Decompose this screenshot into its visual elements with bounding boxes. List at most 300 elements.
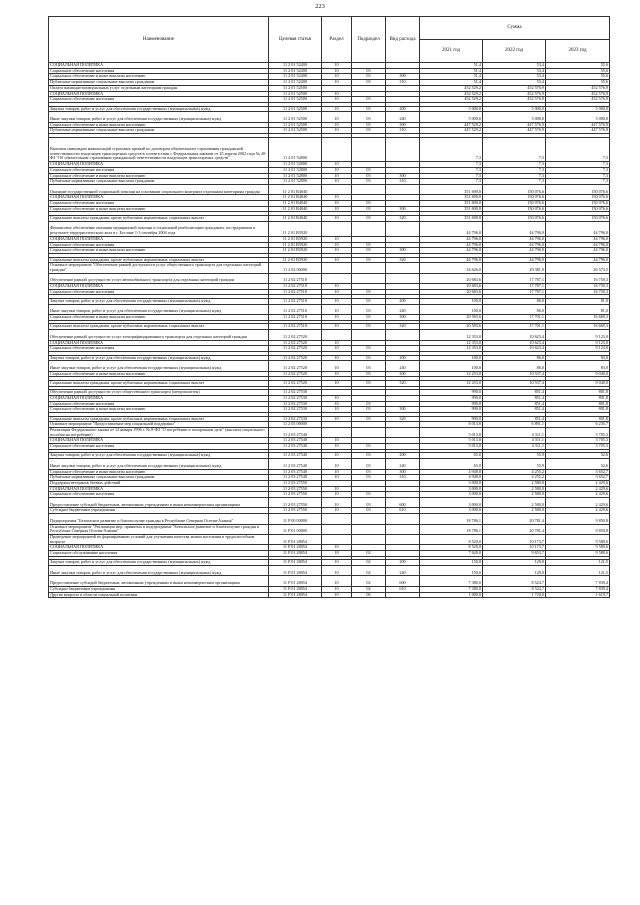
row-target-article: 11 2 03 27540 [269, 444, 322, 450]
row-target-article: 11 2 03 27540 [269, 459, 322, 469]
row-subsection [352, 514, 386, 524]
row-name: Социальное обеспечение населения [49, 68, 269, 74]
row-sum-2023: 9 123,0 [546, 330, 610, 340]
row-section: 10 [322, 475, 352, 481]
row-name: Выплаты инвалидам компенсаций страховых премий по договорам обязательного страхования гражданской ответственности владельцев транспортных средств в соответствии с Федеральным законом от 25 апреля 2002 года № 40-ФЗ "Об обязательном страховании гражданской ответственности владельцев транспортных средств" [49, 137, 269, 162]
row-target-article: 11 2 02 27510 [269, 324, 322, 330]
row-sum-2023: 801,8 [546, 401, 610, 407]
row-target-article: 11 P 01 28054 [269, 592, 322, 598]
row-section: 10 [322, 80, 352, 86]
row-section: 10 [322, 416, 352, 422]
row-sum-2021: 51,4 [420, 63, 483, 69]
row-sum-2022: 6 891,1 [483, 422, 546, 428]
row-target-article: 11 P 01 28054 [269, 576, 322, 586]
row-expense-type [386, 534, 420, 544]
row-target-article: 11 P 01 28054 [269, 566, 322, 576]
row-sum-2023: 9 850,8 [546, 514, 610, 524]
table-row [49, 221, 610, 236]
row-expense-type: 300 [386, 173, 420, 179]
row-target-article: 11 2 03 27550 [269, 508, 322, 514]
row-sum-2021: 5 013,0 [420, 428, 483, 438]
row-expense-type: 310 [386, 179, 420, 185]
row-sum-2021: 51,4 [420, 68, 483, 74]
row-expense-type: 240 [386, 112, 420, 122]
row-target-article: 11 2 02 27510 [269, 299, 322, 305]
row-sum-2023: 44 796,0 [546, 257, 610, 263]
row-sum-2021: 44 796,0 [420, 248, 483, 254]
row-target-article: 11 2 02 27520 [269, 330, 322, 340]
row-expense-type: 300 [386, 407, 420, 413]
row-section: 10 [322, 112, 352, 122]
row-sum-2023: 83,0 [546, 361, 610, 371]
row-sum-2021: 65,0 [420, 453, 483, 459]
row-name: Закупка товаров, работ и услуг для обеспечения государственных (муниципальных) нужд [49, 106, 269, 112]
row-section: 10 [322, 284, 352, 290]
row-target-article: 11 2 01 R4040 [269, 206, 322, 212]
row-sum-2022: 17 787,1 [483, 289, 546, 295]
row-sum-2022: 4 255,2 [483, 469, 546, 475]
row-name: Социальное обеспечение населения [49, 492, 269, 498]
row-sum-2023: 150 076,6 [546, 201, 610, 207]
row-target-article: 11 2 03 27540 [269, 475, 322, 481]
row-sum-2021: 990,0 [420, 407, 483, 413]
row-target-article: 11 2 02 27530 [269, 390, 322, 396]
row-target-article: 11 2 03 27550 [269, 486, 322, 492]
row-sum-2022: 150 076,6 [483, 195, 546, 201]
row-name: Иные закупки товаров, работ и услуг для обеспечения государственных (муниципальных) нужд [49, 361, 269, 371]
row-sum-2021: 12 253,0 [420, 371, 483, 377]
row-subsection: 03 [352, 453, 386, 459]
row-sum-2021: 44 796,0 [420, 221, 483, 236]
table-row [49, 524, 610, 534]
row-sum-2023: 9 580,6 [546, 551, 610, 557]
row-expense-type: 240 [386, 566, 420, 576]
row-target-article: 11 2 01 R5920 [269, 221, 322, 236]
row-section: 10 [322, 248, 352, 254]
row-section [322, 263, 352, 273]
header-expense-type: Вид расхода [386, 17, 420, 63]
row-subsection [352, 184, 386, 194]
row-subsection: 03 [352, 380, 386, 386]
row-target-article: 11 2 01 R5920 [269, 257, 322, 263]
row-name: Социальное обеспечение и иные выплаты населению [49, 74, 269, 80]
row-sum-2022: 4 255,2 [483, 475, 546, 481]
row-sum-2021: 18 786,1 [420, 524, 483, 534]
row-sum-2021: 20 683,6 [420, 284, 483, 290]
row-sum-2021: 8 520,0 [420, 545, 483, 551]
row-expense-type [386, 184, 420, 194]
row-sum-2023: 7,3 [546, 179, 610, 185]
row-sum-2023: 3 652,7 [546, 469, 610, 475]
row-section [322, 330, 352, 340]
table-row [49, 514, 610, 524]
row-section: 10 [322, 395, 352, 401]
row-sum-2022: 150 076,6 [483, 206, 546, 212]
row-sum-2022: 53,4 [483, 74, 546, 80]
row-sum-2022: 10 623,4 [483, 330, 546, 340]
row-subsection: 03 [352, 469, 386, 475]
row-name: Субсидии бюджетным учреждениям [49, 586, 269, 592]
row-sum-2021: 7,3 [420, 137, 483, 162]
row-expense-type: 320 [386, 324, 420, 330]
row-sum-2022: 86,0 [483, 304, 546, 314]
row-sum-2022: 7,3 [483, 137, 546, 162]
row-sum-2022: 9 653,7 [483, 551, 546, 557]
row-section: 10 [322, 401, 352, 407]
row-expense-type: 240 [386, 304, 420, 314]
row-name: Обеспечение равной доступности услуг автомобильного транспорта для отдельных категорий граждан [49, 273, 269, 283]
table-row [49, 498, 610, 508]
row-subsection [352, 534, 386, 544]
row-section: 10 [322, 592, 352, 598]
row-sum-2023: 9 123,0 [546, 340, 610, 346]
row-subsection: 03 [352, 355, 386, 361]
row-sum-2022: 4 311,1 [483, 428, 546, 438]
row-name: Социальное обеспечение и иные выплаты населению [49, 122, 269, 128]
row-subsection: 03 [352, 315, 386, 321]
row-sum-2021: 5 000,0 [420, 106, 483, 112]
row-sum-2022: 55,9 [483, 453, 546, 459]
row-name: СОЦИАЛЬНАЯ ПОЛИТИКА [49, 236, 269, 242]
row-sum-2021: 5 000,0 [420, 112, 483, 122]
row-sum-2023: 2 429,6 [546, 486, 610, 492]
row-sum-2021: 452 529,2 [420, 85, 483, 91]
row-section: 10 [322, 498, 352, 508]
row-subsection: 03 [352, 289, 386, 295]
table-row [49, 534, 610, 544]
row-name: СОЦИАЛЬНАЯ ПОЛИТИКА [49, 395, 269, 401]
row-sum-2021: 3 000,0 [420, 486, 483, 492]
row-sum-2021: 51,4 [420, 74, 483, 80]
row-subsection: 03 [352, 112, 386, 122]
row-sum-2021: 990,0 [420, 390, 483, 396]
row-expense-type: 320 [386, 257, 420, 263]
row-section: 10 [322, 508, 352, 514]
row-subsection: 03 [352, 346, 386, 352]
row-sum-2021: 20 583,6 [420, 315, 483, 321]
row-section [322, 221, 352, 236]
row-sum-2022: 7,3 [483, 167, 546, 173]
row-target-article: 11 2 02 27510 [269, 273, 322, 283]
row-name: Социальное обеспечение населения [49, 201, 269, 207]
row-sum-2023: 9 580,6 [546, 534, 610, 544]
row-sum-2022: 7,3 [483, 162, 546, 168]
row-sum-2021: 20 683,6 [420, 289, 483, 295]
row-sum-2021: 990,0 [420, 401, 483, 407]
row-sum-2021: 8 520,0 [420, 534, 483, 544]
row-subsection [352, 273, 386, 283]
row-section: 10 [322, 545, 352, 551]
row-subsection: 03 [352, 97, 386, 103]
row-target-article: 11 P 01 28054 [269, 545, 322, 551]
row-sum-2021: 3 000,0 [420, 492, 483, 498]
row-expense-type: 320 [386, 416, 420, 422]
row-sum-2021: 100,0 [420, 304, 483, 314]
row-sum-2022: 851,4 [483, 407, 546, 413]
row-section: 10 [322, 453, 352, 459]
row-section [322, 524, 352, 534]
row-expense-type: 200 [386, 106, 420, 112]
row-sum-2023: 16 750,3 [546, 284, 610, 290]
row-expense-type [386, 263, 420, 273]
row-sum-2023: 83,0 [546, 355, 610, 361]
row-sum-2021: 4 948,0 [420, 469, 483, 475]
header-subsection: Подраздел [352, 17, 386, 63]
row-name: Закупка товаров, работ и услуг для обеспечения государственных (муниципальных) нужд [49, 355, 269, 361]
row-section: 10 [322, 438, 352, 444]
row-target-article: 11 2 01 52500 [269, 85, 322, 91]
table-row [49, 304, 610, 314]
row-expense-type: 300 [386, 74, 420, 80]
row-subsection: 03 [352, 371, 386, 377]
row-section: 10 [322, 560, 352, 566]
row-section: 10 [322, 173, 352, 179]
row-section: 10 [322, 586, 352, 592]
table-row [49, 137, 610, 162]
row-target-article: 11 2 03 27550 [269, 492, 322, 498]
row-name: СОЦИАЛЬНАЯ ПОЛИТИКА [49, 195, 269, 201]
row-sum-2023: 7,3 [546, 173, 610, 179]
row-name: Социальное обеспечение и иные выплаты населению [49, 248, 269, 254]
row-expense-type: 300 [386, 122, 420, 128]
row-target-article: 11 2 01 52500 [269, 112, 322, 122]
row-name: Закупка товаров, работ и услуг для обеспечения государственных (муниципальных) нужд [49, 299, 269, 305]
row-subsection [352, 221, 386, 236]
row-target-article: 11 2 01 52400 [269, 74, 322, 80]
row-subsection: 03 [352, 361, 386, 371]
row-target-article: 11 P 01 28054 [269, 534, 322, 544]
table-header [49, 17, 610, 63]
row-sum-2023: 121,5 [546, 560, 610, 566]
row-sum-2022: 44 796,0 [483, 236, 546, 242]
row-section: 10 [322, 257, 352, 263]
row-sum-2023: 452 576,9 [546, 97, 610, 103]
row-sum-2023: 16 669,3 [546, 315, 610, 321]
row-section: 10 [322, 195, 352, 201]
row-sum-2023: 447 576,9 [546, 128, 610, 134]
row-sum-2023: 5 000,0 [546, 106, 610, 112]
row-expense-type: 310 [386, 80, 420, 86]
row-sum-2021: 7 380,0 [420, 576, 483, 586]
row-section: 10 [322, 459, 352, 469]
row-sum-2022: 53,4 [483, 63, 546, 69]
row-subsection: 03 [352, 128, 386, 134]
row-sum-2023: 7,3 [546, 162, 610, 168]
row-sum-2021: 990,0 [420, 416, 483, 422]
row-expense-type: 320 [386, 216, 420, 222]
row-sum-2022: 55,9 [483, 459, 546, 469]
row-subsection: 02 [352, 560, 386, 566]
row-sum-2021: 7 620,0 [420, 551, 483, 557]
row-expense-type: 200 [386, 453, 420, 459]
row-section: 10 [322, 371, 352, 377]
row-section: 10 [322, 444, 352, 450]
table-row [49, 263, 610, 273]
row-name: Социальное обеспечение населения [49, 289, 269, 295]
row-sum-2023: 9 040,0 [546, 380, 610, 386]
row-sum-2022: 20 781,4 [483, 514, 546, 524]
row-section [322, 273, 352, 283]
row-target-article: 11 2 01 R5920 [269, 242, 322, 248]
row-target-article: 11 2 02 00000 [269, 263, 322, 273]
row-subsection: 03 [352, 498, 386, 508]
row-sum-2023: 9 123,0 [546, 346, 610, 352]
row-target-article: 11 2 03 27540 [269, 469, 322, 475]
row-target-article: 11 2 02 27530 [269, 395, 322, 401]
row-sum-2022: 4 311,1 [483, 444, 546, 450]
row-subsection [352, 263, 386, 273]
row-section: 10 [322, 492, 352, 498]
row-section: 10 [322, 324, 352, 330]
row-target-article: 11 2 02 27530 [269, 416, 322, 422]
row-name: Субсидии бюджетным учреждениям [49, 508, 269, 514]
row-sum-2023: 3 705,3 [546, 438, 610, 444]
row-sum-2023: 801,8 [546, 416, 610, 422]
row-name: Социальное обслуживание населения [49, 551, 269, 557]
row-name: Основное мероприятие "Предоставление мер социальной поддержки" [49, 422, 269, 428]
row-name: СОЦИАЛЬНАЯ ПОЛИТИКА [49, 486, 269, 492]
row-sum-2023: 452 576,9 [546, 85, 610, 91]
row-sum-2021: 452 529,2 [420, 97, 483, 103]
row-subsection: 03 [352, 257, 386, 263]
row-name: Социальное обеспечение и иные выплаты населению [49, 315, 269, 321]
row-sum-2023: 801,8 [546, 390, 610, 396]
row-sum-2022: 5 000,0 [483, 112, 546, 122]
row-sum-2022: 53,4 [483, 80, 546, 86]
row-section: 10 [322, 340, 352, 346]
row-sum-2022: 2 580,0 [483, 480, 546, 486]
row-sum-2021: 7,3 [420, 173, 483, 179]
row-sum-2023: 150 076,6 [546, 216, 610, 222]
row-sum-2023: 150 076,6 [546, 206, 610, 212]
page-number: 223 [315, 3, 325, 10]
row-section: 10 [322, 551, 352, 557]
row-name: СОЦИАЛЬНАЯ ПОЛИТИКА [49, 340, 269, 346]
row-name: Подпрограмма "Безопасное развитие и благополучие граждан в Республике Северная Осетия-Алания" [49, 514, 269, 524]
budget-table [48, 16, 610, 598]
row-subsection: 03 [352, 459, 386, 469]
row-name: Социальное обеспечение и иные выплаты населению [49, 407, 269, 413]
row-section: 10 [322, 242, 352, 248]
row-sum-2021: 150,0 [420, 560, 483, 566]
row-sum-2021: 7,3 [420, 167, 483, 173]
row-subsection: 03 [352, 201, 386, 207]
row-sum-2021: 20 683,6 [420, 273, 483, 283]
row-section: 10 [322, 361, 352, 371]
row-sum-2022: 10 173,7 [483, 545, 546, 551]
row-name: Иные закупки товаров, работ и услуг для обеспечения государственных (муниципальных) нужд [49, 566, 269, 576]
row-sum-2023: 5 000,0 [546, 112, 610, 122]
row-sum-2022: 17 787,1 [483, 273, 546, 283]
row-name: Оплата жилищно-коммунальных услуг отдельным категориям граждан [49, 85, 269, 91]
row-expense-type: 240 [386, 361, 420, 371]
row-sum-2023: 55,6 [546, 74, 610, 80]
row-subsection: 02 [352, 576, 386, 586]
row-name: Основное мероприятие "Реализация мер, принятых в подпрограмме "Безопасное развитие и благополучие граждан в Республике Северная Осетия-Алания" [49, 524, 269, 534]
row-subsection: 03 [352, 475, 386, 481]
row-section: 10 [322, 315, 352, 321]
row-sum-2021: 12 353,0 [420, 330, 483, 340]
row-sum-2023: 447 576,9 [546, 122, 610, 128]
row-name: Социальные выплаты гражданам, кроме публичных нормативных социальных выплат [49, 216, 269, 222]
row-subsection: 03 [352, 324, 386, 330]
row-subsection: 03 [352, 106, 386, 112]
row-subsection: 03 [352, 167, 386, 173]
row-section: 10 [322, 355, 352, 361]
row-name: Публичные нормативные социальные выплаты гражданам [49, 179, 269, 185]
row-sum-2021: 51,4 [420, 80, 483, 86]
row-expense-type: 200 [386, 355, 420, 361]
row-target-article: 11 2 01 52500 [269, 122, 322, 128]
row-name: Социальное обеспечение и иные выплаты населению [49, 469, 269, 475]
row-name: Закупка товаров, работ и услуг для обеспечения государственных (муниципальных) нужд [49, 560, 269, 566]
row-name: Социальное обеспечение населения [49, 242, 269, 248]
budget-table-container [48, 16, 609, 598]
row-sum-2023: 55,6 [546, 68, 610, 74]
row-sum-2022: 10 173,7 [483, 534, 546, 544]
row-subsection: 03 [352, 179, 386, 185]
row-subsection [352, 137, 386, 162]
row-subsection: 03 [352, 508, 386, 514]
row-subsection: 03 [352, 416, 386, 422]
row-section: 10 [322, 162, 352, 168]
row-sum-2022: 29 381,9 [483, 263, 546, 273]
row-expense-type: 240 [386, 459, 420, 469]
row-expense-type [386, 330, 420, 340]
row-sum-2021: 7,3 [420, 179, 483, 185]
row-sum-2023: 3 705,3 [546, 428, 610, 438]
row-name: Закупка товаров, работ и услуг для обеспечения государственных (муниципальных) нужд [49, 453, 269, 459]
row-name: Социальные выплаты гражданам, кроме публичных нормативных социальных выплат [49, 380, 269, 386]
row-name: Иные закупки товаров, работ и услуг для обеспечения государственных (муниципальных) нужд [49, 304, 269, 314]
row-sum-2021: 100,0 [420, 299, 483, 305]
row-expense-type: 300 [386, 371, 420, 377]
row-sum-2022: 8 524,7 [483, 586, 546, 592]
table-row [49, 273, 610, 283]
row-subsection: 03 [352, 216, 386, 222]
row-name: Обеспечение равной доступности услуг общественного транспорта (метрополитен) [49, 390, 269, 396]
row-target-article: 11 2 01 52800 [269, 162, 322, 168]
row-sum-2023: 121,5 [546, 566, 610, 576]
row-sum-2023: 7,3 [546, 167, 610, 173]
row-section: 10 [322, 206, 352, 212]
row-name: Социальное обеспечение и иные выплаты населению [49, 173, 269, 179]
row-subsection: 03 [352, 68, 386, 74]
row-subsection [352, 524, 386, 534]
row-expense-type [386, 221, 420, 236]
row-target-article: 11 2 02 27520 [269, 346, 322, 352]
row-name: Реализация Федерального закона от 12 января 1996 г. № 8-ФЗ "О погребении и похоронном деле" (выплата социального пособия на погребение) [49, 428, 269, 438]
row-section: 10 [322, 122, 352, 128]
row-subsection [352, 330, 386, 340]
row-subsection: 03 [352, 206, 386, 212]
row-expense-type: 300 [386, 315, 420, 321]
row-target-article: 11 2 03 27540 [269, 428, 322, 438]
row-sum-2022: 17 701,1 [483, 315, 546, 321]
row-sum-2021: 8 013,0 [420, 422, 483, 428]
row-sum-2023: 150 076,6 [546, 195, 610, 201]
row-sum-2022: 44 796,0 [483, 242, 546, 248]
row-sum-2021: 100,0 [420, 361, 483, 371]
table-body [49, 63, 610, 598]
row-target-article: 11 2 01 52400 [269, 63, 322, 69]
row-name: Социальное обеспечение и иные выплаты населению [49, 206, 269, 212]
row-sum-2021: 351 690,0 [420, 206, 483, 212]
row-sum-2021: 3 000,0 [420, 480, 483, 486]
row-sum-2021: 447 529,2 [420, 122, 483, 128]
row-sum-2023: 3 705,3 [546, 444, 610, 450]
row-sum-2023: 6 235,7 [546, 422, 610, 428]
